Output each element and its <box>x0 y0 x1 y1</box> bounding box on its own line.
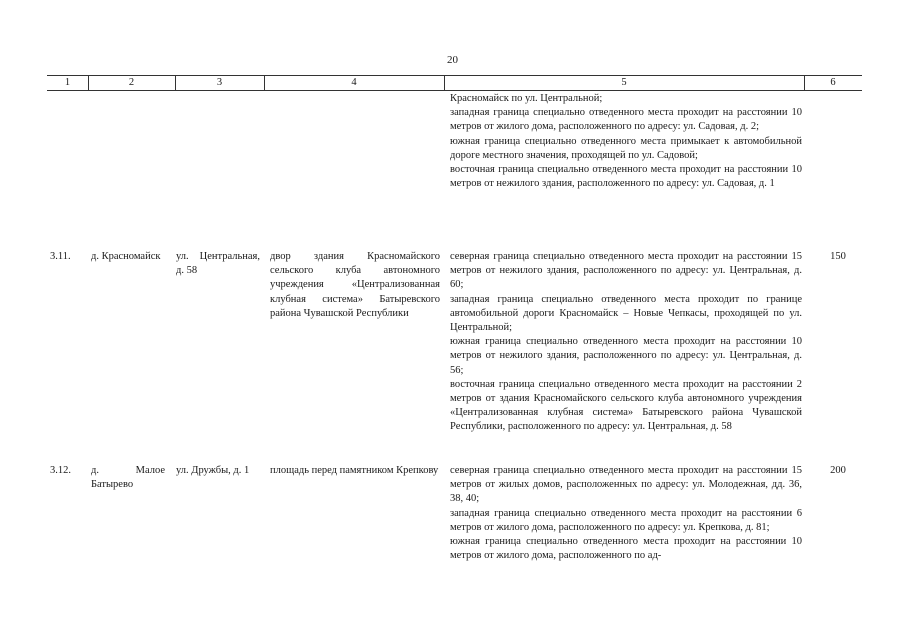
row-number: 3.12. <box>50 465 71 476</box>
row-number: 3.11. <box>50 251 71 262</box>
column-header-4: 4 <box>264 76 445 90</box>
place-cell: площадь перед памятником Крепкову <box>270 465 439 476</box>
place-cell: двор здания Красномайского сельского клуба автономного учреждения «Централизованная клубная система» Батыревского района Чувашской Республики <box>270 251 440 319</box>
boundary-text: восточная граница специально отведенного места проходит на расстоянии 10 метров от нежилого здания, расположенного по адресу: ул. Садовая, д. 1 <box>450 164 802 190</box>
capacity-cell: 200 <box>830 465 846 476</box>
boundary-text: западная граница специально отведенного места проходит на расстоянии 6 метров от жилого дома, расположенного по адресу: ул. Крепкова, д. 81; <box>450 507 802 533</box>
boundary-text: западная граница специально отведенного места проходит на расстоянии 10 метров от жилого дома, расположенного по адресу: ул. Садовая, д. 2; <box>450 107 802 133</box>
column-header-3: 3 <box>175 76 265 90</box>
boundary-text: южная граница специально отведенного места примыкает к автомобильной дороге местного значения, проходящей по ул. Садовой; <box>450 135 802 161</box>
boundary-text: северная граница специально отведенного места проходит на расстоянии 15 метров от жилых домов, расположенных по адресу: ул. Молодежная, дд. 36, 38, 40; <box>450 465 802 505</box>
capacity-cell: 150 <box>830 251 846 262</box>
column-header-1: 1 <box>47 76 89 90</box>
boundary-text: восточная граница специально отведенного места проходит на расстоянии 2 метров от здания Красномайского сельского клуба автономного учреждения «Централизованная клубная система» Батыревского района Чувашской Республики, расположенного по адресу: ул. Центральная, д. 58 <box>450 378 802 433</box>
boundaries-cell <box>450 250 802 435</box>
address-cell: ул. Центральная, д. 58 <box>176 251 260 277</box>
settlement-cell: д. Малое Батырево <box>91 465 165 491</box>
column-header-5: 5 <box>444 76 805 90</box>
boundaries-cell <box>450 464 802 563</box>
column-header-2: 2 <box>88 76 176 90</box>
table-header <box>47 75 862 91</box>
address-cell: ул. Дружбы, д. 1 <box>176 465 250 476</box>
continuation-boundaries <box>450 92 802 191</box>
settlement-cell: д. Красномайск <box>91 251 161 262</box>
boundary-text: северная граница специально отведенного места проходит на расстоянии 15 метров от нежилого здания, расположенного по адресу: ул. Центральная, д. 60; <box>450 251 802 291</box>
boundary-text: южная граница специально отведенного места проходит на расстоянии 10 метров от жилого дома, расположенного по ад- <box>450 536 802 562</box>
boundary-text: Красномайск по ул. Центральной; <box>450 93 603 104</box>
boundary-text: западная граница специально отведенного места проходит по границе автомобильной дороги Красномайск – Новые Чепкасы, проходящей по ул. Центральной; <box>450 293 802 334</box>
boundary-text: южная граница специально отведенного места проходит на расстоянии 10 метров от нежилого здания, расположенного по адресу: ул. Центральная, д. 56; <box>450 336 802 376</box>
page-number: 20 <box>447 54 458 66</box>
column-header-6: 6 <box>830 77 836 88</box>
